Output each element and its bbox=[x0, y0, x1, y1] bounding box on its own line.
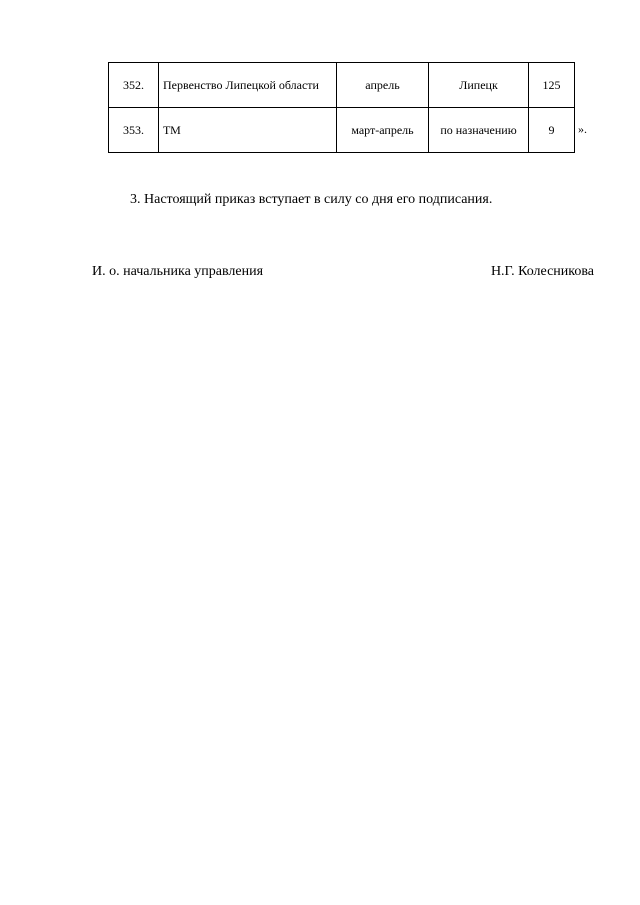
event-place: Липецк bbox=[429, 63, 529, 108]
row-number: 352. bbox=[109, 63, 159, 108]
participant-count: 125 bbox=[529, 63, 575, 108]
event-name: ТМ bbox=[159, 108, 337, 153]
order-clause: 3. Настоящий приказ вступает в силу со дня его подписания. bbox=[130, 192, 493, 207]
event-period: март-апрель bbox=[337, 108, 429, 153]
event-place: по назначению bbox=[429, 108, 529, 153]
events-table bbox=[108, 62, 575, 153]
row-number: 353. bbox=[109, 108, 159, 153]
closing-quote-mark: ». bbox=[578, 122, 587, 136]
event-name: Первенство Липецкой области bbox=[159, 63, 337, 108]
participant-count: 9 bbox=[529, 108, 575, 153]
event-period: апрель bbox=[337, 63, 429, 108]
signatory-name: Н.Г. Колесникова bbox=[490, 264, 594, 279]
table-row bbox=[109, 108, 575, 153]
signatory-role: И. о. начальника управления bbox=[92, 264, 264, 279]
table-row bbox=[109, 63, 575, 108]
